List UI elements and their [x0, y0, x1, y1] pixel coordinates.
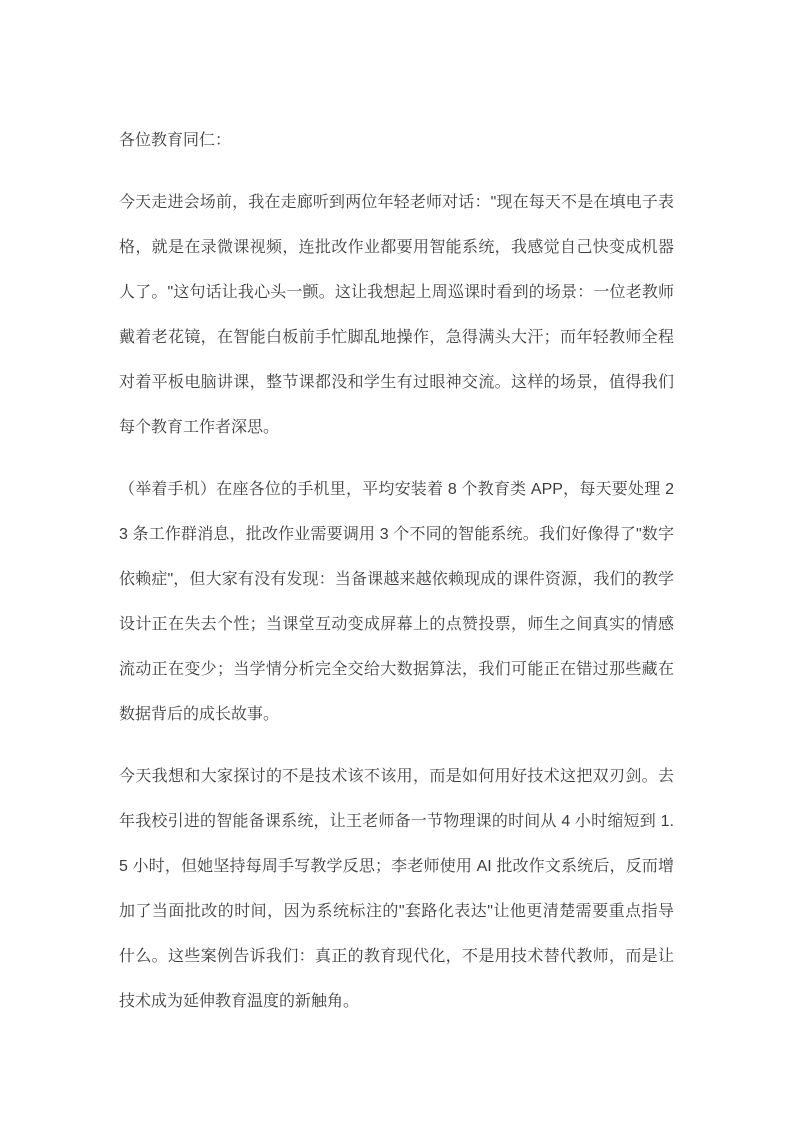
document-body: [119, 118, 674, 1041]
paragraph-digital-dependency: （举着手机）在座各位的手机里，平均安装着 8 个教育类 APP，每天要处理 23 条工作群消息，批改作业需要调用 3 个不同的智能系统。我们好像得了"数字依赖症"，但大家有没有发现：当备课越来越依赖现成的课件资源，我们的教学设计正在失去个性；当课堂互动变成屏幕上的点赞投票，师生之间真实的情感流动正在变少；当学情分析完全交给大数据算法，我们可能正在错过那些藏在数据背后的成长故事。: [119, 481, 674, 723]
paragraph-opening-anecdote: 今天走进会场前，我在走廊听到两位年轻老师对话："现在每天不是在填电子表格，就是在录微课视频，连批改作业都要用智能系统，我感觉自己快变成机器人了。"这句话让我心头一颤。这让我想起上周巡课时看到的场景：一位老教师戴着老花镜，在智能白板前手忙脚乱地操作，急得满头大汗；而年轻教师全程对着平板电脑讲课，整节课都没和学生有过眼神交流。这样的场景，值得我们每个教育工作者深思。: [119, 194, 674, 436]
paragraph-technology-double-edged-sword: 今天我想和大家探讨的不是技术该不该用，而是如何用好技术这把双刃剑。去年我校引进的智能备课系统，让王老师备一节物理课的时间从 4 小时缩短到 1.5 小时，但她坚持每周手写教学反思；李老师使用 AI 批改作文系统后，反而增加了当面批改的时间，因为系统标注的"套路化表达"让他更清楚需要重点指导什么。这些案例告诉我们：真正的教育现代化，不是用技术替代教师，而是让技术成为延伸教育温度的新触角。: [119, 768, 674, 1010]
salutation: 各位教育同仁：: [119, 132, 232, 149]
